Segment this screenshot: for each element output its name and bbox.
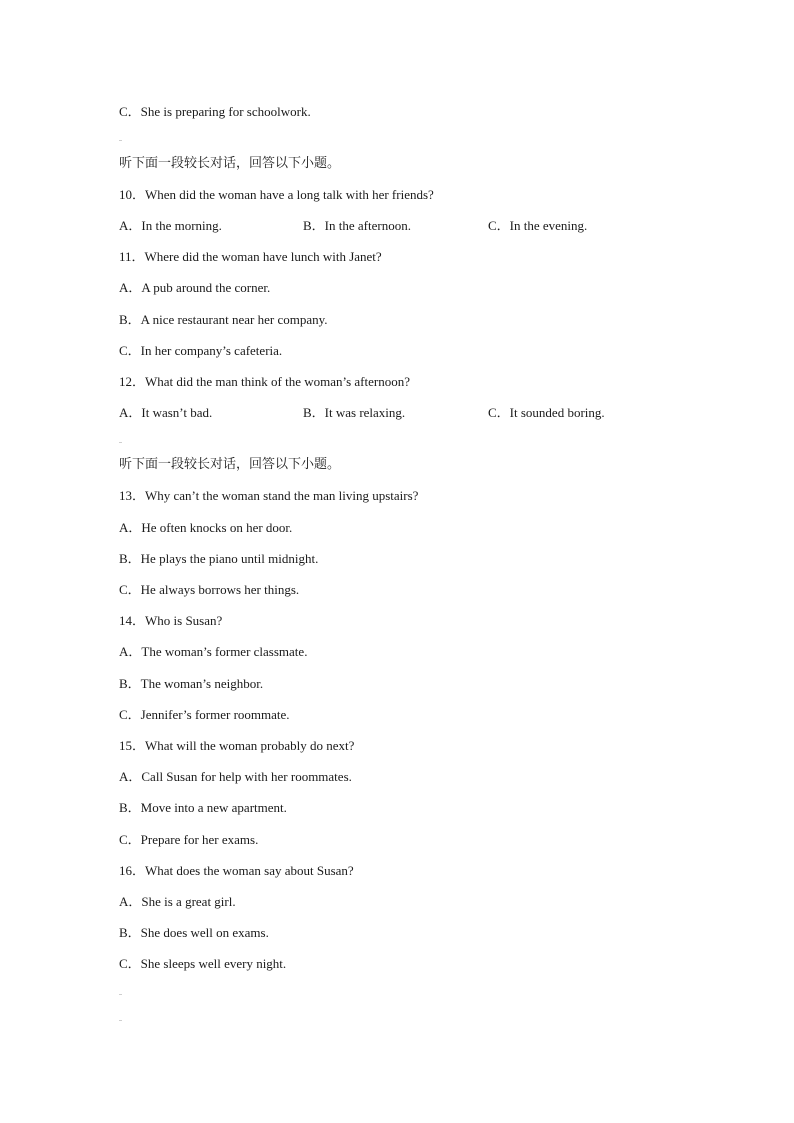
q14-option-b: B．The woman’s neighbor. [119,676,264,691]
q12-option-b: B．It was relaxing. [303,405,406,420]
q15-option-c: C．Prepare for her exams. [119,832,259,847]
paragraph-mark [119,442,122,443]
q11-option-c: C．In her company’s cafeteria. [119,343,283,358]
q16-option-a: A．She is a great girl. [119,894,236,909]
q13-option-c: C．He always borrows her things. [119,582,300,597]
section-heading: 听下面一段较长对话，回答以下小题。 [119,156,341,171]
q16-option-c: C．She sleeps well every night. [119,956,287,971]
q12-option-c: C．It sounded boring. [488,405,605,420]
q15-option-b: B．Move into a new apartment. [119,800,287,815]
paragraph-mark [119,1020,122,1021]
q10-option-a: A．In the morning. [119,218,222,233]
paragraph-mark [119,140,122,141]
paragraph-mark [119,994,122,995]
q10-option-b: B．In the afternoon. [303,218,411,233]
question-15: 15．What will the woman probably do next? [119,738,355,753]
q13-option-b: B．He plays the piano until midnight. [119,551,319,566]
q11-option-b: B．A nice restaurant near her company. [119,312,328,327]
question-12: 12．What did the man think of the woman’s afternoon? [119,374,410,389]
q14-option-c: C．Jennifer’s former roommate. [119,707,290,722]
question-13: 13．Why can’t the woman stand the man living upstairs? [119,488,419,503]
q15-option-a: A．Call Susan for help with her roommates. [119,769,352,784]
question-10: 10．When did the woman have a long talk with her friends? [119,187,434,202]
q9-option-c: C．She is preparing for schoolwork. [119,104,311,119]
q13-option-a: A．He often knocks on her door. [119,520,293,535]
q12-option-a: A．It wasn’t bad. [119,405,213,420]
q10-option-c: C．In the evening. [488,218,588,233]
q11-option-a: A．A pub around the corner. [119,280,271,295]
question-11: 11．Where did the woman have lunch with Janet? [119,249,382,264]
q14-option-a: A．The woman’s former classmate. [119,644,308,659]
section-heading: 听下面一段较长对话，回答以下小题。 [119,457,341,472]
question-14: 14．Who is Susan? [119,613,223,628]
q16-option-b: B．She does well on exams. [119,925,269,940]
question-16: 16．What does the woman say about Susan? [119,863,354,878]
